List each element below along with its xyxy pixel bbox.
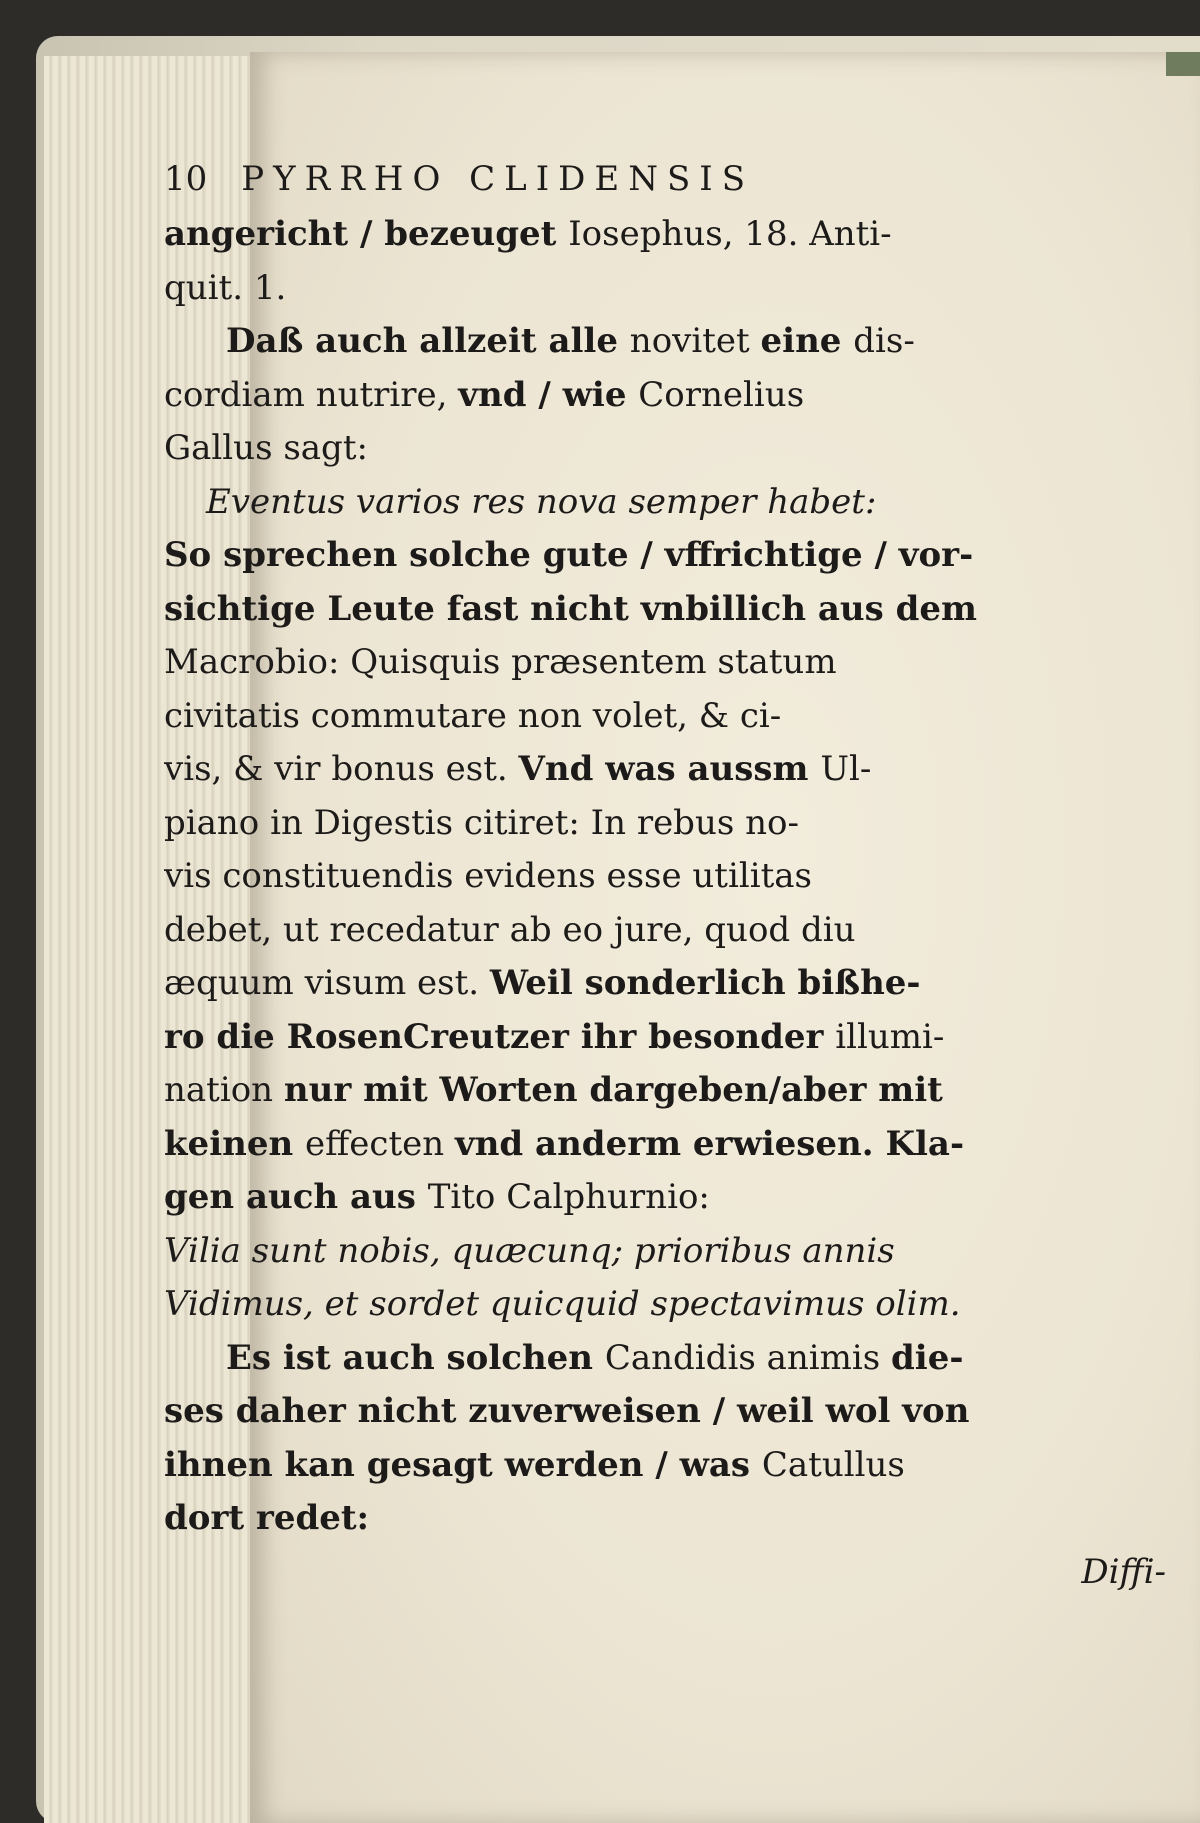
text-line (164, 957, 1170, 1011)
text-segment: dis- (853, 321, 915, 361)
text-line (164, 1011, 1170, 1065)
text-segment: Catullus (761, 1444, 905, 1485)
text-segment: Macrobio: Quisquis præsentem statum (164, 642, 837, 682)
text-segment: gen auch aus (164, 1177, 428, 1217)
text-segment: Weil sonderlich bißhe- (489, 963, 921, 1003)
text-lines (164, 208, 1170, 1546)
text-segment: effecten (305, 1123, 455, 1164)
text-segment: keinen (164, 1123, 306, 1164)
text-segment: debet, ut recedatur ab eo jure, quod diu (164, 909, 856, 950)
text-line (164, 1118, 1170, 1172)
text-line (164, 1278, 1170, 1332)
text-segment: ihnen kan gesagt werden / was (164, 1444, 762, 1485)
text-segment: Vilia sunt nobis, quæcunq; prioribus annis (164, 1230, 895, 1271)
text-block (164, 150, 1170, 1599)
text-line (164, 797, 1170, 851)
text-segment: Iosephus, 18. Anti- (568, 214, 892, 254)
text-segment: Eventus varios res nova semper habet: (206, 481, 877, 522)
text-line (164, 583, 1170, 637)
text-segment: vnd / wie (458, 374, 639, 415)
text-line (164, 1439, 1170, 1493)
text-segment: Ul- (820, 749, 872, 789)
text-segment: vis, & vir bonus est. (164, 749, 519, 789)
text-line (164, 1171, 1170, 1225)
text-segment: æquum visum est. (164, 963, 490, 1003)
text-line (164, 1492, 1170, 1546)
text-segment: Daß auch allzeit alle (226, 321, 630, 361)
text-line (164, 850, 1170, 904)
text-segment: angericht / bezeuget (164, 214, 569, 254)
text-line (164, 208, 1170, 262)
text-line (164, 369, 1170, 423)
text-line (164, 690, 1170, 744)
text-line (164, 636, 1170, 690)
text-segment: illumi- (835, 1016, 945, 1057)
text-line (164, 743, 1170, 797)
text-line (164, 1385, 1170, 1439)
text-segment: nur mit Worten dargeben/aber mit (283, 1070, 943, 1110)
text-segment: So sprechen solche gute / vffrichtige / vor- (164, 535, 974, 575)
text-segment: Vnd was aussm (518, 749, 821, 789)
text-line (164, 476, 1170, 530)
text-line (164, 315, 1170, 369)
text-segment: die- (891, 1337, 964, 1378)
running-head (164, 150, 1170, 208)
text-line (164, 1225, 1170, 1279)
text-segment: piano in Digestis citiret: In rebus no- (164, 802, 799, 843)
text-segment: Es ist auch solchen (226, 1337, 605, 1378)
text-segment: cordiam nutrire, (164, 374, 459, 415)
page-number: 10 (164, 159, 208, 199)
text-segment: ses daher nicht zuverweisen / weil wol von (164, 1391, 970, 1431)
ribbon-marker (1166, 52, 1200, 76)
text-segment: Gallus sagt: (164, 428, 368, 468)
text-segment: Cornelius (638, 374, 805, 415)
catchword: Diffi- (1081, 1551, 1166, 1592)
text-segment: civitatis commutare non volet, & ci- (164, 695, 782, 736)
text-line (164, 262, 1170, 316)
text-line (164, 422, 1170, 476)
text-segment: eine (760, 321, 854, 361)
text-segment: sichtige Leute fast nicht vnbillich aus dem (164, 588, 977, 629)
text-segment: quit. 1. (164, 267, 287, 308)
text-line (164, 1064, 1170, 1118)
text-segment: vis constituendis evidens esse utilitas (164, 856, 812, 896)
text-segment: Candidis animis (604, 1337, 891, 1378)
text-segment: dort redet: (164, 1498, 370, 1538)
text-segment: ro die RosenCreutzer ihr besonder (164, 1016, 836, 1057)
text-segment: nation (164, 1070, 284, 1110)
text-segment: novitet (629, 321, 761, 361)
text-segment: Tito Calphurnio: (427, 1177, 710, 1217)
text-line (164, 529, 1170, 583)
text-segment: vnd anderm erwiesen. Kla- (454, 1123, 965, 1164)
text-segment: Vidimus, et sordet quicquid spectavimus olim. (164, 1284, 961, 1324)
text-line (164, 1332, 1170, 1386)
running-title: PYRRHO CLIDENSIS (241, 159, 754, 199)
text-line (164, 904, 1170, 958)
